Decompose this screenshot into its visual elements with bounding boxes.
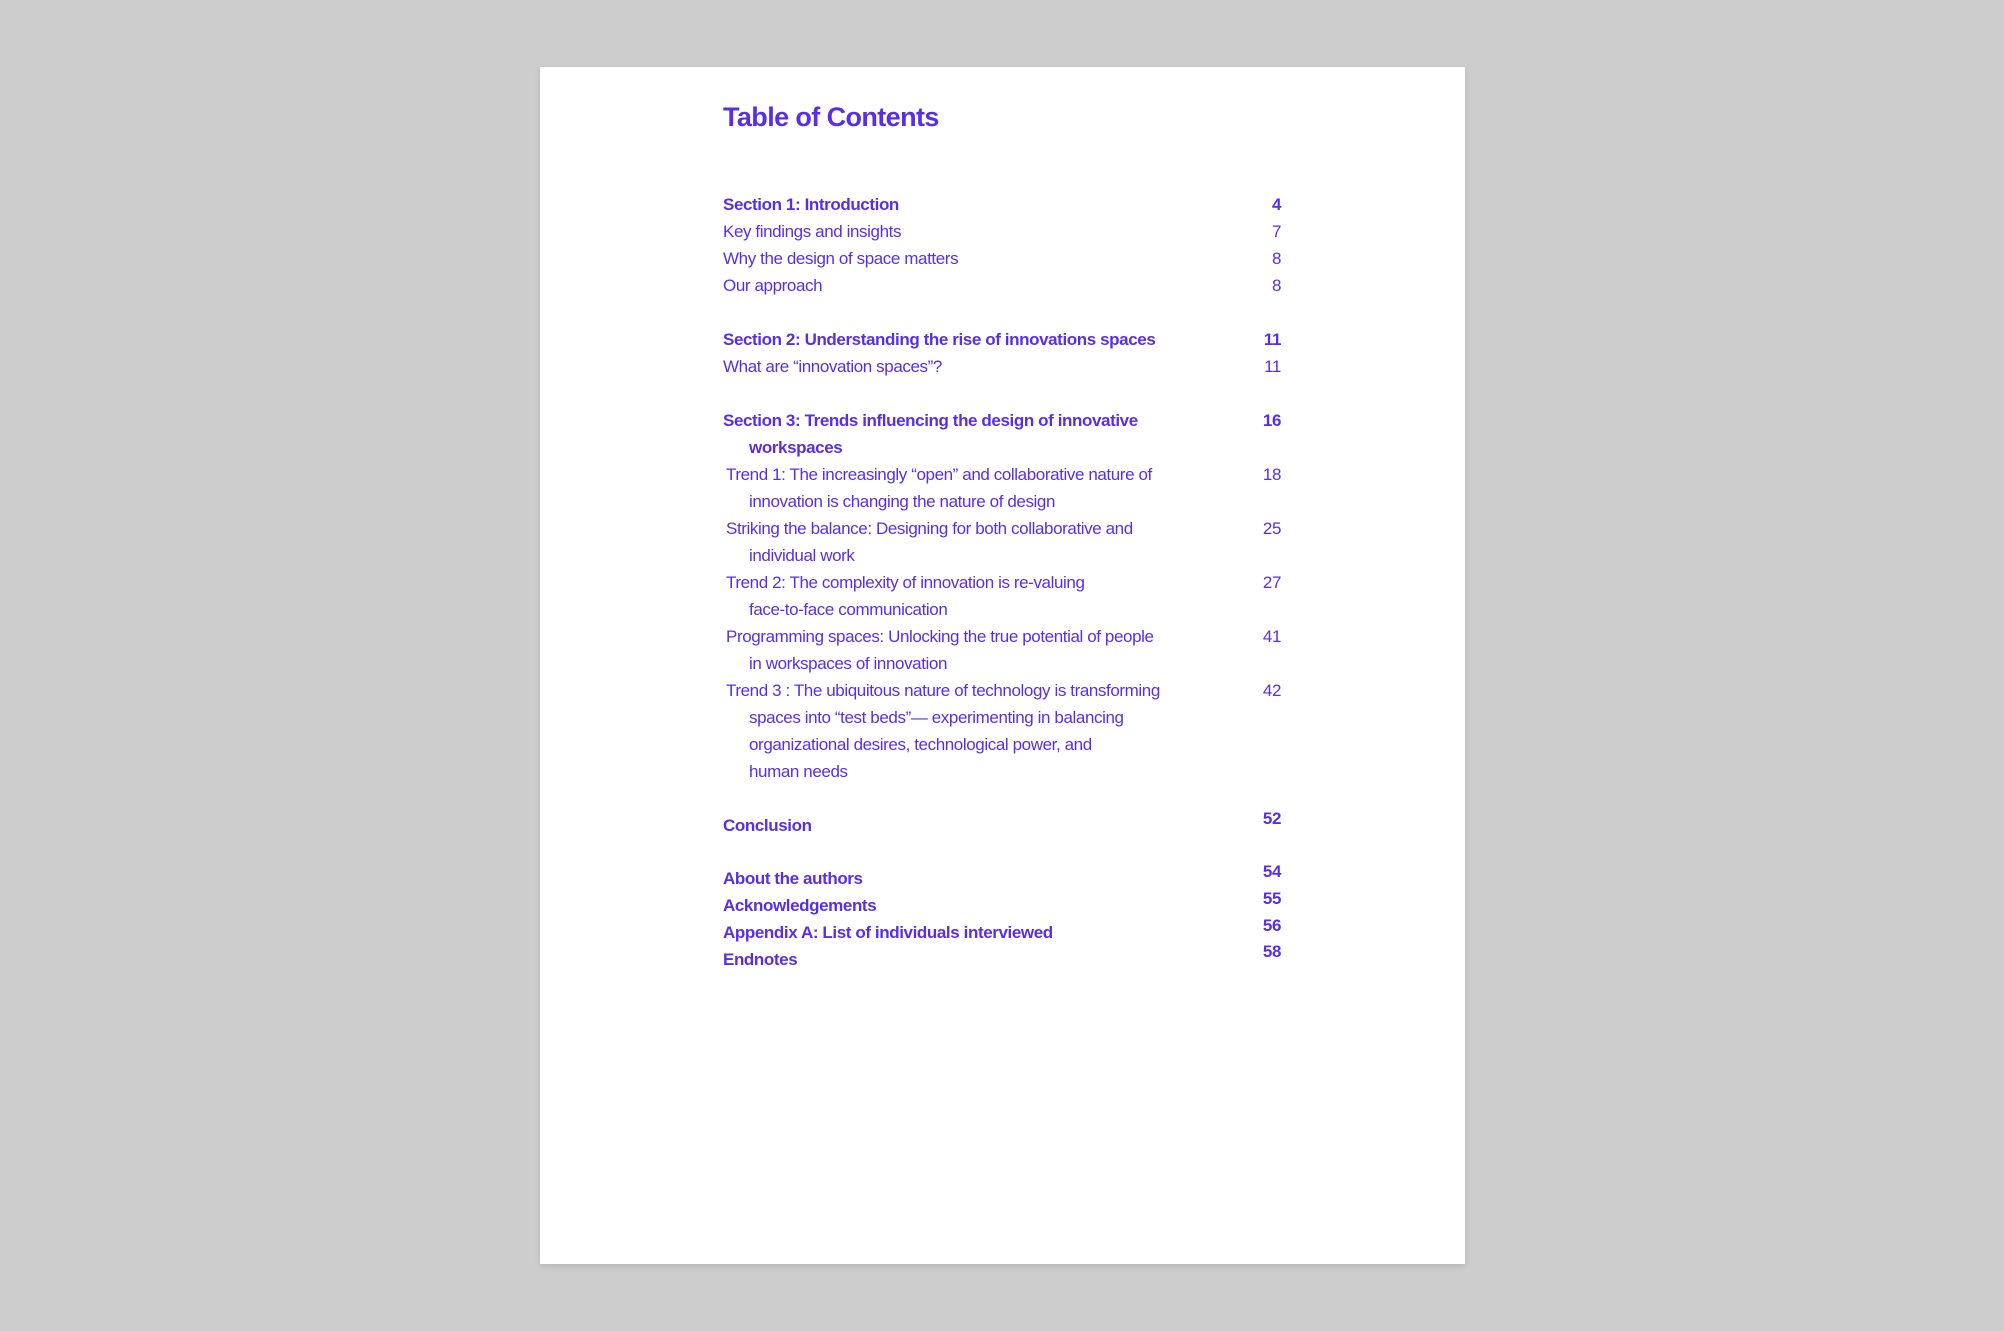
toc-entry-label: Section 2: Understanding the rise of innovations spaces bbox=[723, 330, 1156, 349]
toc-entry-conclusion[interactable] bbox=[723, 809, 1281, 839]
toc-entry-label: Trend 3 : The ubiquitous nature of technology is transforming bbox=[726, 681, 1160, 700]
toc-entry-label: Endnotes bbox=[723, 950, 798, 969]
toc-entry-page-number: 4 bbox=[1271, 195, 1281, 214]
toc-entry-page-number: 16 bbox=[1262, 411, 1281, 430]
toc-entry-trend-2[interactable] bbox=[723, 569, 1281, 623]
toc-entry-why-design-matters[interactable] bbox=[723, 245, 1281, 272]
toc-entry-page-number: 11 bbox=[1263, 330, 1281, 349]
toc-entry-label: Programming spaces: Unlocking the true potential of people bbox=[726, 627, 1154, 646]
toc-entry-label-continuation: face-to-face communication bbox=[749, 600, 948, 619]
toc-entry-page-number: 11 bbox=[1264, 357, 1281, 376]
toc-entry-striking-the-balance[interactable] bbox=[723, 515, 1281, 569]
toc-entry-label-continuation: workspaces bbox=[749, 438, 843, 457]
toc-entry-label: Appendix A: List of individuals interviewed bbox=[723, 923, 1053, 942]
toc-entry-page-number: 58 bbox=[1262, 942, 1281, 961]
toc-entry-label-continuation: organizational desires, technological power, and bbox=[749, 735, 1092, 754]
toc-entry-label-continuation: individual work bbox=[749, 546, 855, 565]
toc-title: Table of Contents bbox=[723, 102, 939, 132]
toc-entry-endnotes[interactable] bbox=[723, 942, 1281, 973]
toc-entry-section-3[interactable] bbox=[723, 407, 1281, 461]
toc-entry-trend-3[interactable] bbox=[723, 677, 1281, 785]
toc-entry-trend-1[interactable] bbox=[723, 461, 1281, 515]
toc-entry-appendix-a[interactable] bbox=[723, 916, 1281, 946]
toc-entry-what-are-innovation-spaces[interactable] bbox=[723, 353, 1281, 380]
toc-entry-page-number: 52 bbox=[1262, 809, 1281, 828]
toc-entry-label: Trend 2: The complexity of innovation is re-valuing bbox=[726, 573, 1085, 592]
toc-entry-about-the-authors[interactable] bbox=[723, 862, 1281, 892]
toc-entry-page-number: 8 bbox=[1271, 249, 1281, 268]
toc-entry-page-number: 56 bbox=[1262, 916, 1281, 935]
toc-entry-label: About the authors bbox=[723, 869, 863, 888]
toc-entry-label-continuation: spaces into “test beds”— experimenting in balancing bbox=[749, 708, 1124, 727]
toc-entry-label: What are “innovation spaces”? bbox=[723, 357, 942, 376]
toc-entry-label: Section 1: Introduction bbox=[723, 195, 899, 214]
toc-entry-page-number: 8 bbox=[1271, 276, 1281, 295]
toc-entry-label: Key findings and insights bbox=[723, 222, 902, 241]
toc-entry-label: Trend 1: The increasingly “open” and collaborative nature of bbox=[726, 465, 1152, 484]
toc-entry-page-number: 54 bbox=[1262, 862, 1281, 881]
toc-entry-page-number: 25 bbox=[1262, 519, 1281, 538]
toc-entries bbox=[723, 191, 1281, 973]
toc-entry-page-number: 42 bbox=[1262, 681, 1281, 700]
toc-entry-label: Section 3: Trends influencing the design of innovative bbox=[723, 411, 1138, 430]
toc-entry-programming-spaces[interactable] bbox=[723, 623, 1281, 677]
toc-entry-page-number: 7 bbox=[1271, 222, 1281, 241]
toc-entry-page-number: 18 bbox=[1262, 465, 1281, 484]
toc-entry-section-2[interactable] bbox=[723, 326, 1281, 353]
toc-entry-label-continuation: human needs bbox=[749, 762, 848, 781]
toc-entry-label: Acknowledgements bbox=[723, 896, 877, 915]
toc-entry-label: Striking the balance: Designing for both collaborative and bbox=[726, 519, 1133, 538]
toc-entry-label: Our approach bbox=[723, 276, 823, 295]
toc-entry-page-number: 55 bbox=[1262, 889, 1281, 908]
toc-entry-page-number: 41 bbox=[1262, 627, 1281, 646]
toc-entry-label-continuation: innovation is changing the nature of design bbox=[749, 492, 1056, 511]
document-page bbox=[540, 67, 1465, 1264]
toc-entry-label: Conclusion bbox=[723, 816, 812, 835]
toc-entry-label: Why the design of space matters bbox=[723, 249, 959, 268]
toc-entry-section-1[interactable] bbox=[723, 191, 1281, 218]
toc-entry-our-approach[interactable] bbox=[723, 272, 1281, 299]
toc-entry-page-number: 27 bbox=[1262, 573, 1281, 592]
toc-entry-label-continuation: in workspaces of innovation bbox=[749, 654, 948, 673]
toc-entry-key-findings[interactable] bbox=[723, 218, 1281, 245]
toc-entry-acknowledgements[interactable] bbox=[723, 889, 1281, 919]
